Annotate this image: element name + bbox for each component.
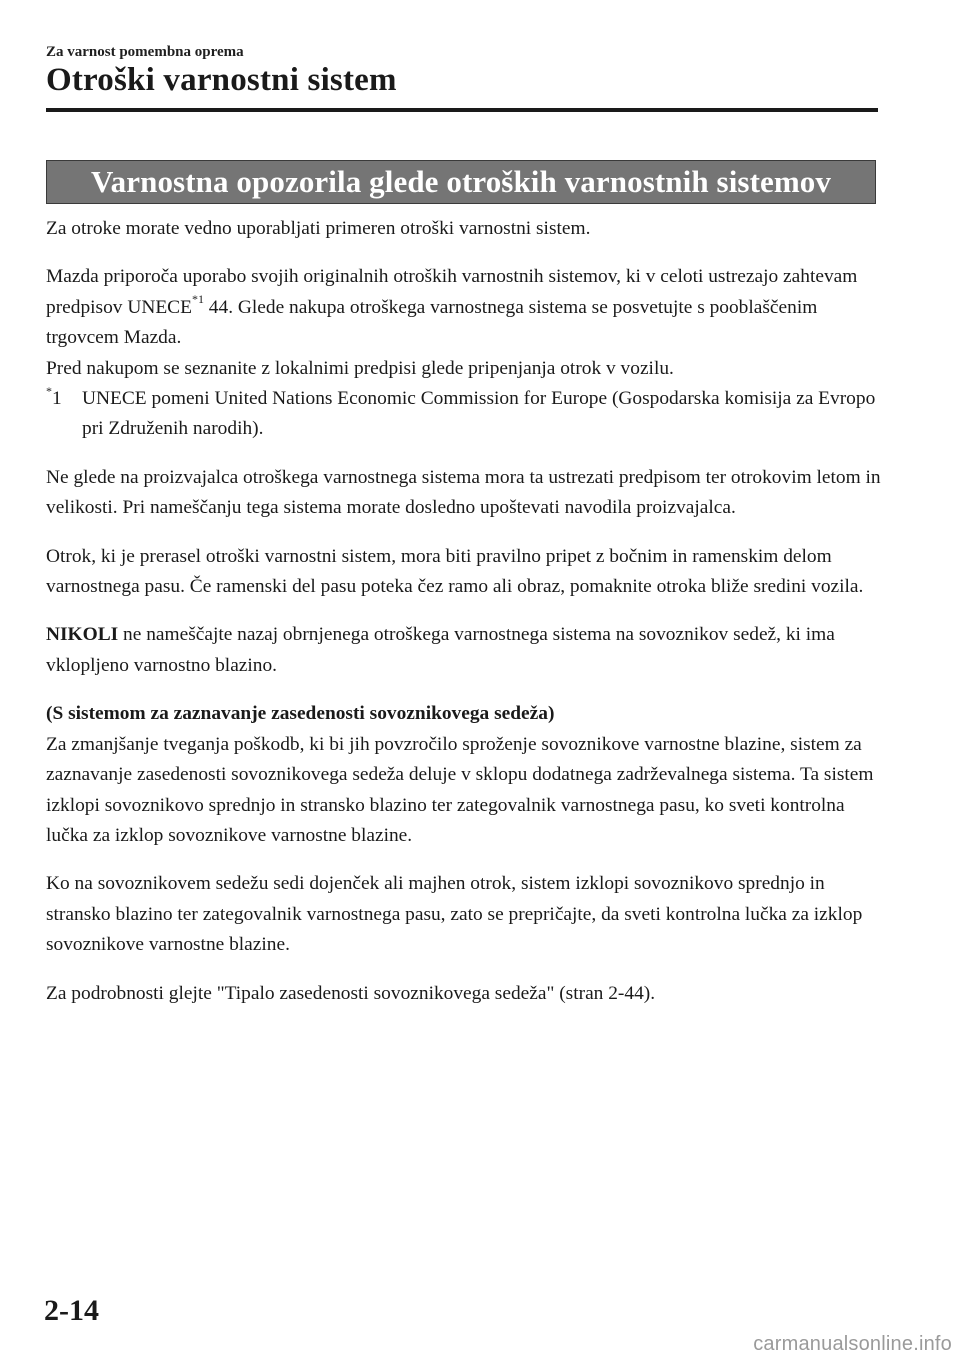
site-watermark: carmanualsonline.info: [753, 1333, 952, 1355]
footnote-reference: *1: [191, 292, 204, 307]
paragraph-infant-seat: Ko na sovoznikovem sedežu sedi dojenček ali majhen otrok, sistem izklopi sovoznikovo sprednjo in stransko blazino ter zategovalnik varnostnega pasu, zato se prepričajte, da sveti kontrolna lučka za izklop sovoznikove varnostne blazine.: [46, 873, 863, 956]
page-number: 2-14: [44, 1294, 99, 1327]
warning-text: ne nameščajte nazaj obrnjenega otroškega varnostnega sistema na sovoznikov sedež, ki ima vklopljeno varnostno blazino.: [46, 624, 835, 676]
footnote: [46, 384, 882, 445]
recommendation-text-continued: 44. Glede nakupa otroškega varnostnega sistema se posvetujte s pooblaščenim trgovcem Mazda.: [46, 296, 818, 349]
paragraph-occupant-detection: Za zmanjšanje tveganja poškodb, ki bi jih povzročilo sproženje sovoznikove varnostne blazine, sistem za zaznavanje zasedenosti sovoznikovega sedeža deluje v sklopu dodatnega zadrževalnega sistema. Ta sistem izklopi sovoznikovo sprednjo in stransko blazino ter zategovalnik varnostnega pasu, ko sveti kontrolna lučka za izklop sovoznikove varnostne blazine.: [46, 733, 874, 846]
subheading-occupant-detection: (S sistemom za zaznavanje zasedenosti sovoznikovega sedeža): [46, 703, 555, 725]
banner-title: Varnostna opozorila glede otroških varnostnih sistemov: [91, 164, 831, 199]
body-content: [46, 214, 882, 1009]
page-title: Otroški varnostni sistem: [46, 62, 397, 98]
paragraph-manufacturer: Ne glede na proizvajalca otroškega varnostnega sistema mora ta ustrezati predpisom ter otrokovim letom in velikosti. Pri nameščanju tega sistema morate dosledno upoštevati navodila proizvajalca.: [46, 466, 881, 519]
section-title: Za varnost pomembna oprema: [46, 44, 244, 60]
footnote-marker: [46, 384, 62, 414]
paragraph-recommendation: [46, 262, 882, 353]
footnote-number: 1: [52, 388, 62, 410]
section-banner: [46, 160, 876, 204]
title-divider: [46, 108, 878, 112]
footnote-star: *: [46, 383, 52, 398]
paragraph-never-warning: [46, 620, 882, 681]
warning-keyword: NIKOLI: [46, 624, 119, 646]
recommendation-text: Mazda priporoča uporabo svojih originalnih otroških varnostnih sistemov, ki v celoti ustrezajo zahtevam predpisov UNECE: [46, 266, 858, 318]
paragraph-local-rules: Pred nakupom se seznanite z lokalnimi predpisi glede pripenjanja otrok v vozilu.: [46, 357, 674, 379]
paragraph-outgrown-seat: Otrok, ki je prerasel otroški varnostni sistem, mora biti pravilno pripet z bočnim in ramenskim delom varnostnega pasu. Če ramenski del pasu poteka čez ramo ali obraz, pomaknite otroka bliže sredini vozila.: [46, 545, 864, 598]
paragraph-intro: Za otroke morate vedno uporabljati primeren otroški varnostni sistem.: [46, 218, 591, 239]
footnote-text: UNECE pomeni United Nations Economic Commission for Europe (Gospodarska komisija za Evropo pri Združenih narodih).: [82, 388, 876, 440]
paragraph-reference: Za podrobnosti glejte "Tipalo zasedenosti sovoznikovega sedeža" (stran 2-44).: [46, 982, 656, 1004]
